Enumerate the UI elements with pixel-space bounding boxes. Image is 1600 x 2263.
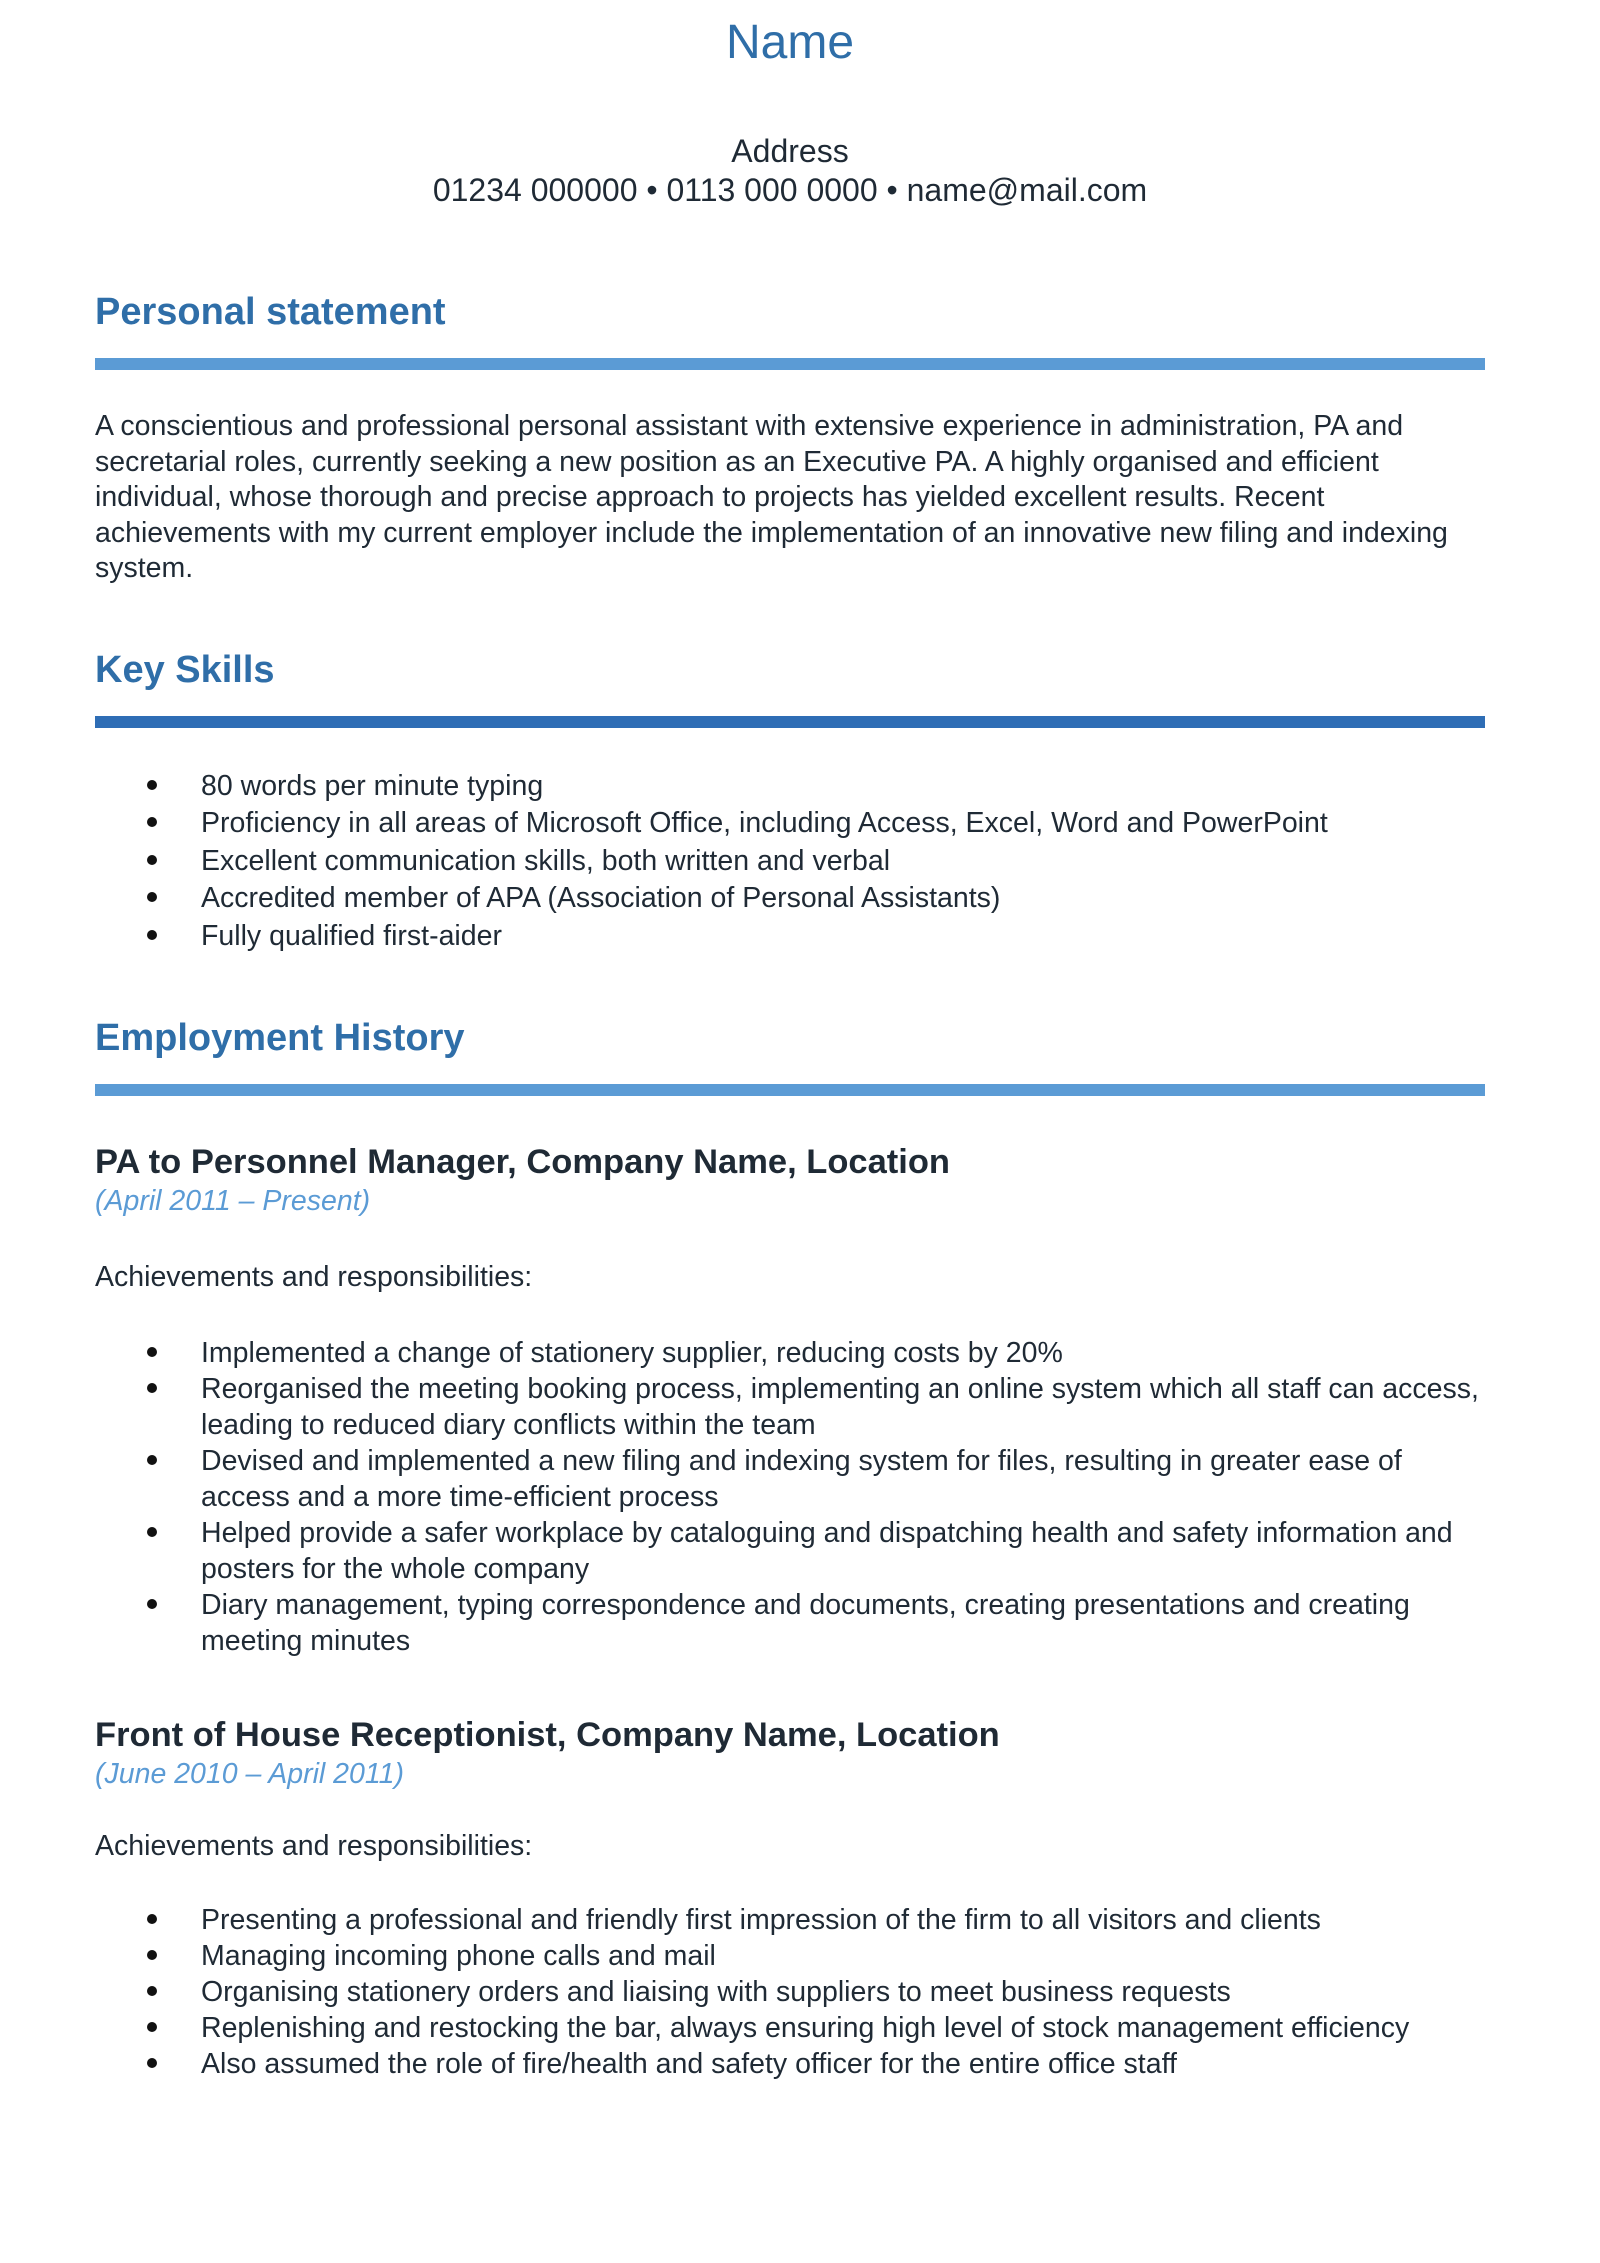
list-item: Accredited member of APA (Association of Personal Assistants): [95, 880, 1485, 918]
bullet-icon: [147, 1527, 157, 1537]
bullet-icon: [147, 1599, 157, 1609]
job-entry: [95, 1141, 1485, 1659]
job-responsibilities-list: [95, 1335, 1485, 1659]
bullet-icon: [147, 2058, 157, 2068]
bullet-icon: [147, 892, 157, 902]
bullet-icon: [147, 855, 157, 865]
job-entry: [95, 1714, 1485, 2082]
section-title-key-skills: Key Skills: [95, 648, 275, 691]
address-line: Address: [731, 133, 849, 169]
section-divider: [95, 716, 1485, 728]
bullet-icon: [147, 1986, 157, 1996]
job-subheading: Achievements and responsibilities:: [95, 1261, 533, 1293]
bullet-icon: [147, 1950, 157, 1960]
bullet-icon: [147, 817, 157, 827]
bullet-icon: [147, 930, 157, 940]
list-item: Fully qualified first-aider: [95, 918, 1485, 956]
section-title-employment-history: Employment History: [95, 1017, 465, 1059]
bullet-icon: [147, 1383, 157, 1393]
section-divider: [95, 358, 1485, 370]
list-item: Managing incoming phone calls and mail: [95, 1938, 1485, 1974]
employment-section: [95, 1015, 1485, 2082]
list-item: Reorganised the meeting booking process, implementing an online system which all staff can access, leading to reduced diary conflicts within the team: [95, 1371, 1485, 1443]
list-item: Excellent communication skills, both written and verbal: [95, 843, 1485, 881]
personal-statement-section: [95, 289, 1485, 587]
bullet-icon: [147, 2022, 157, 2032]
list-item: Presenting a professional and friendly first impression of the firm to all visitors and clients: [95, 1902, 1485, 1938]
job-title: Front of House Receptionist, Company Name, Location: [95, 1716, 1000, 1754]
contact-line: 01234 000000 • 0113 000 0000 • name@mail.com: [432, 172, 1148, 208]
job-responsibilities-list: [95, 1902, 1485, 2082]
list-item: 80 words per minute typing: [95, 768, 1485, 806]
section-title-personal-statement: Personal statement: [95, 291, 446, 333]
bullet-icon: [147, 1347, 157, 1357]
section-divider: [95, 1084, 1485, 1096]
candidate-name: Name: [725, 16, 855, 69]
cv-header: [95, 0, 1485, 210]
list-item: Helped provide a safer workplace by cataloguing and dispatching health and safety information and posters for the whole company: [95, 1515, 1485, 1587]
list-item: Diary management, typing correspondence and documents, creating presentations and creating meeting minutes: [95, 1587, 1485, 1659]
cv-page: [95, 0, 1485, 2082]
bullet-icon: [147, 1455, 157, 1465]
list-item: Replenishing and restocking the bar, always ensuring high level of stock management efficiency: [95, 2010, 1485, 2046]
list-item: Organising stationery orders and liaising with suppliers to meet business requests: [95, 1974, 1485, 2010]
personal-statement-text: A conscientious and professional personal assistant with extensive experience in administration, PA and secretarial roles, currently seeking a new position as an Executive PA. A highly organised and efficient individual, whose thorough and precise approach to projects has yielded excellent results. Recent achievements with my current employer include the implementation of an innovative new filing and indexing system.: [95, 410, 1448, 584]
job-dates: (June 2010 – April 2011): [95, 1758, 404, 1790]
bullet-icon: [147, 780, 157, 790]
list-item: Also assumed the role of fire/health and safety officer for the entire office staff: [95, 2046, 1485, 2082]
list-item: Devised and implemented a new filing and indexing system for files, resulting in greater ease of access and a more time-efficient process: [95, 1443, 1485, 1515]
job-subheading: Achievements and responsibilities:: [95, 1830, 533, 1862]
key-skills-list: [95, 768, 1485, 956]
bullet-icon: [147, 1914, 157, 1924]
job-dates: (April 2011 – Present): [95, 1185, 371, 1217]
list-item: Proficiency in all areas of Microsoft Office, including Access, Excel, Word and PowerPoint: [95, 805, 1485, 843]
list-item: Implemented a change of stationery supplier, reducing costs by 20%: [95, 1335, 1485, 1371]
key-skills-section: [95, 647, 1485, 956]
job-title: PA to Personnel Manager, Company Name, Location: [95, 1143, 951, 1181]
